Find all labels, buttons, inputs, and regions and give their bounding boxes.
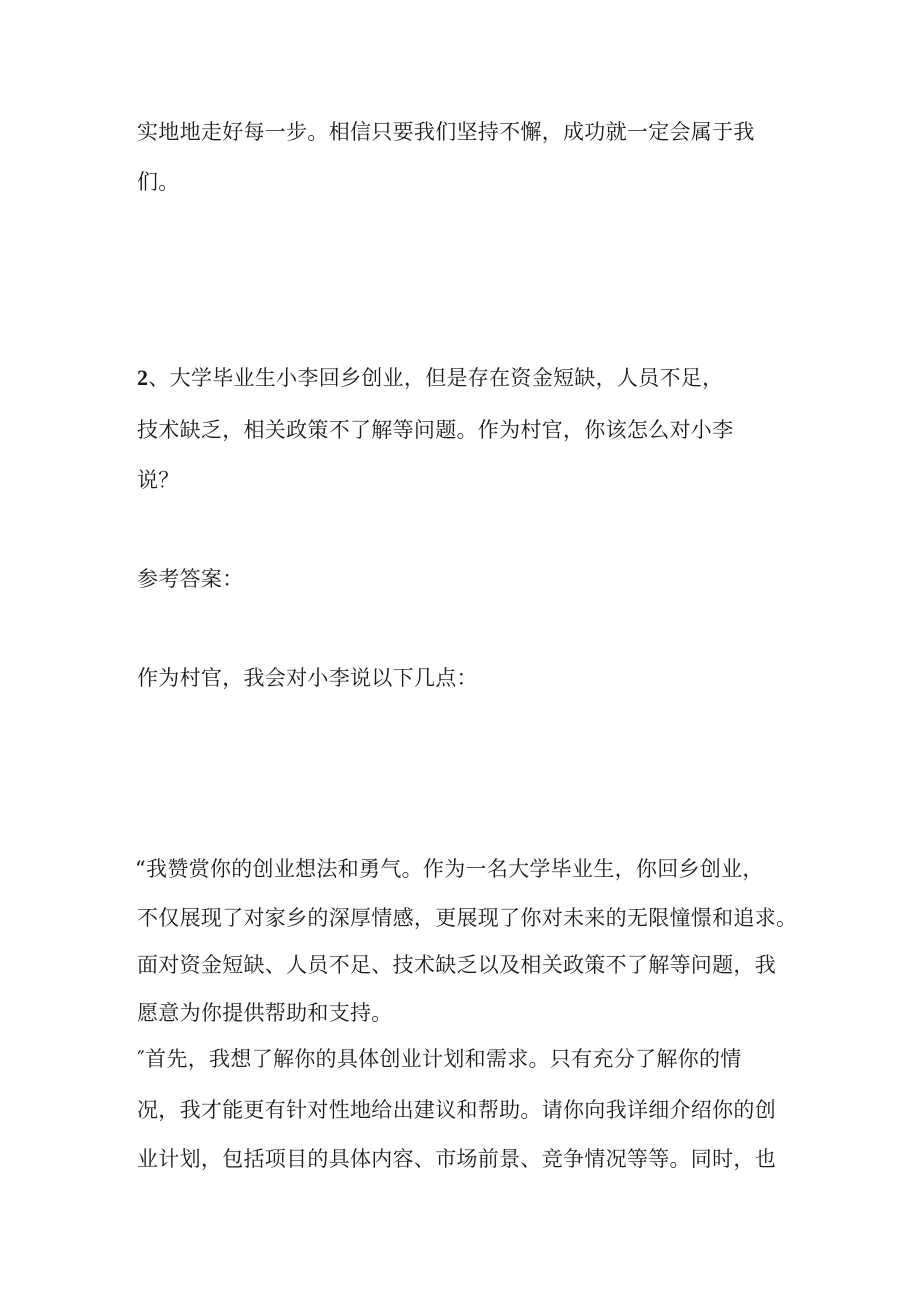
question-text-1: 、大学毕业生小李回乡创业，但是存在资金短缺，人员不足， [148, 366, 724, 390]
quote-line-4: 愿意为你提供帮助和支持。 [137, 1001, 393, 1025]
answer-label: 参考答案： [137, 567, 244, 591]
first-point-line-2: 况，我才能更有针对性地给出建议和帮助。请你向我详细介绍你的创 [137, 1098, 776, 1122]
answer-intro: 作为村官，我会对小李说以下几点： [137, 666, 478, 690]
first-point-line-1: ″首先，我想了解你的具体创业计划和需求。只有充分了解你的情 [137, 1047, 742, 1071]
question-line-2: 技术缺乏，相关政策不了解等问题。作为村官，你该怎么对小李 [137, 418, 734, 442]
continuation-line-1: 实地地走好每一步。相信只要我们坚持不懈，成功就一定会属于我 [137, 120, 755, 144]
question-number: 2 [137, 365, 149, 390]
quote-line-2: 不仅展现了对家乡的深厚情感，更展现了你对未来的无限憧憬和追求。 [137, 906, 798, 930]
first-point-line-3: 业计划，包括项目的具体内容、市场前景、竞争情况等等。同时，也 [137, 1147, 776, 1171]
quote-line-3: 面对资金短缺、人员不足、技术缺乏以及相关政策不了解等问题，我 [137, 953, 776, 977]
continuation-line-2: 们。 [137, 170, 180, 194]
question-line-3: 说？ [137, 468, 180, 492]
quote-line-1: “我赞赏你的创业想法和勇气。作为一名大学毕业生，你回乡创业， [135, 857, 764, 881]
question-line-1 [137, 364, 723, 392]
